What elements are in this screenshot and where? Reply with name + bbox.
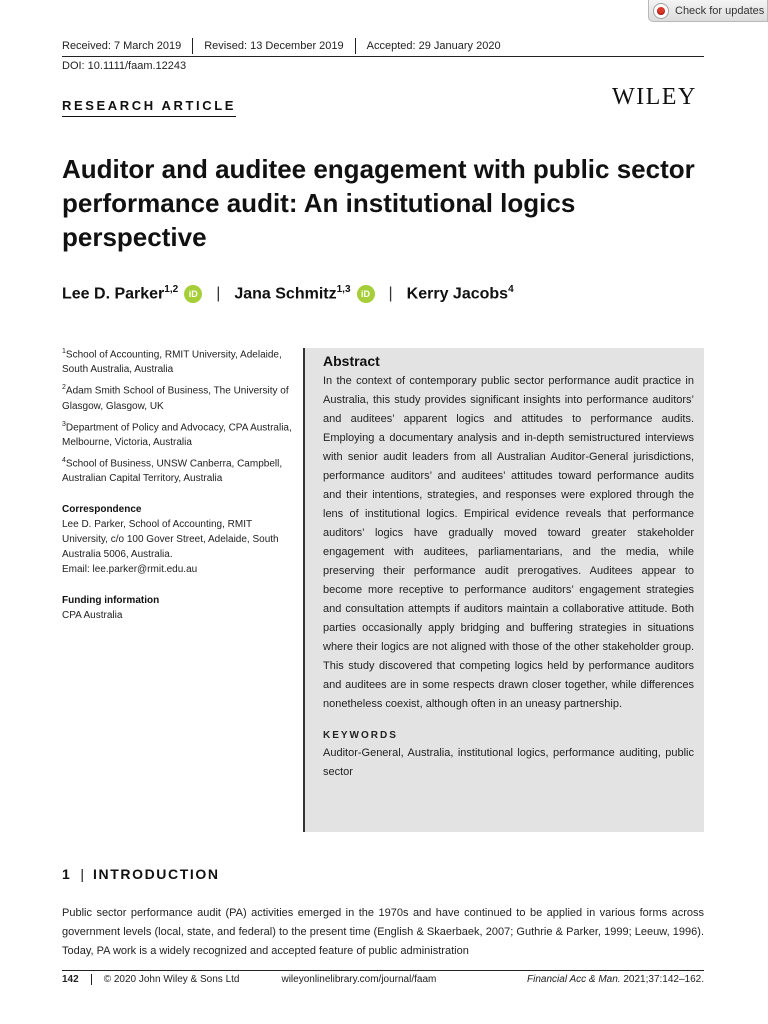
revised-date: Revised: 13 December 2019 [192,38,354,54]
article-title: Auditor and auditee engagement with public sector performance audit: An institutional logics perspective [62,154,695,252]
received-date: Received: 7 March 2019 [62,40,182,52]
affiliation: $^1$School of Accounting, RMIT University, Adelaide, South Australia, Australia [62,348,282,376]
doi: DOI: 10.1111/faam.12243 [62,60,187,72]
accepted-date: Accepted: 29 January 2020 [355,38,512,54]
article-sidebar [62,344,298,623]
affiliation: $^2$Adam Smith School of Business, The University of Glasgow, Glasgow, UK [62,384,289,412]
orcid-icon[interactable]: iD [184,285,202,303]
article-dates [62,38,512,54]
section-title: INTRODUCTION [93,866,220,882]
orcid-icon[interactable]: iD [357,285,375,303]
check-for-updates-button[interactable] [648,0,768,22]
article-type: RESEARCH ARTICLE [62,98,236,117]
author-name: Kerry Jacobs$^4$ [406,284,514,303]
section-number: 1 [62,866,72,882]
journal-url[interactable]: wileyonlinelibrary.com/journal/faam [281,974,437,985]
keywords-text: Auditor-General, Australia, institutional logics, performance auditing, public sector [323,747,694,778]
page-number: 142 [62,974,92,985]
correspondence-text: Lee D. Parker, School of Accounting, RMIT University, c/o 100 Gover Street, Adelaide, South Australia 5006, Australia. [62,519,279,561]
section-heading-introduction [62,866,220,882]
journal-citation: Financial Acc & Man. 2021;37:142–162. [527,974,704,985]
author-separator: | [216,284,221,302]
correspondence-heading: Correspondence [62,504,142,516]
correspondence-email[interactable]: Email: lee.parker@rmit.edu.au [62,564,198,576]
crossmark-icon [653,3,669,19]
abstract-heading: Abstract [323,353,380,369]
keywords-heading: KEYWORDS [323,730,398,741]
funding-text: CPA Australia [62,610,123,622]
introduction-paragraph: Public sector performance audit (PA) activities emerged in the 1970s and have continued to be applied in various forms across government levels (local, state, and federal) to the present time (English & Skaerbaek, 2007; Guthrie & Parker, 1999; Leeuw, 1996). Today, PA work is a widely recognized and accepted feature of public administration [62,907,704,957]
copyright: © 2020 John Wiley & Sons Ltd [103,974,240,985]
author-name: Jana Schmitz$^{1,3}$ [234,284,351,303]
page-footer [62,974,704,985]
funding-heading: Funding information [62,595,160,607]
abstract-box [303,348,704,832]
abstract-text: In the context of contemporary public sector performance audit practice in Australia, this study provides significant insights into performance auditors’ and auditees’ apparent logics and attitudes to performance audits. Employing a documentary analysis and in-depth semistructured interviews with senior audit leaders from all Australian Auditor-General jurisdictions, performance auditors’ and auditees’ attitudes toward performance audits and their intentions, strategies, and responses were explored through the lens of institutional logics. Empirical evidence reveals that performance auditors’ logics have gradually moved toward greater stakeholder engagement with auditees, parliamentarians, and the media, while preserving their performance audit prerogatives. Auditees appear to become more receptive to performance auditors’ engagement strategies and consultation attempts if auditors maintain a collaborative attitude. Both parties occasionally apply bridging and buffering strategies in situations where their logics are not aligned with those of the other stakeholder group. This study discovered that competing logics held by performance auditors and auditees are in some respects drawn closer together, while differences nonetheless coexist, although often in an uneasy partnership. [323,375,694,710]
affiliation: $^4$School of Business, UNSW Canberra, Campbell, Australian Capital Territory, Australia [62,456,283,485]
section-separator: | [80,866,85,882]
author-separator: | [388,284,393,302]
footer-divider [62,970,704,971]
header-divider [62,56,704,57]
check-for-updates-label: Check for updates [675,4,765,17]
author-name: Lee D. Parker$^{1,2}$ [62,284,179,303]
affiliation: $^3$Department of Policy and Advocacy, CPA Australia, Melbourne, Victoria, Australia [62,420,292,448]
author-list [62,284,514,303]
publisher-logo: WILEY [612,84,697,110]
